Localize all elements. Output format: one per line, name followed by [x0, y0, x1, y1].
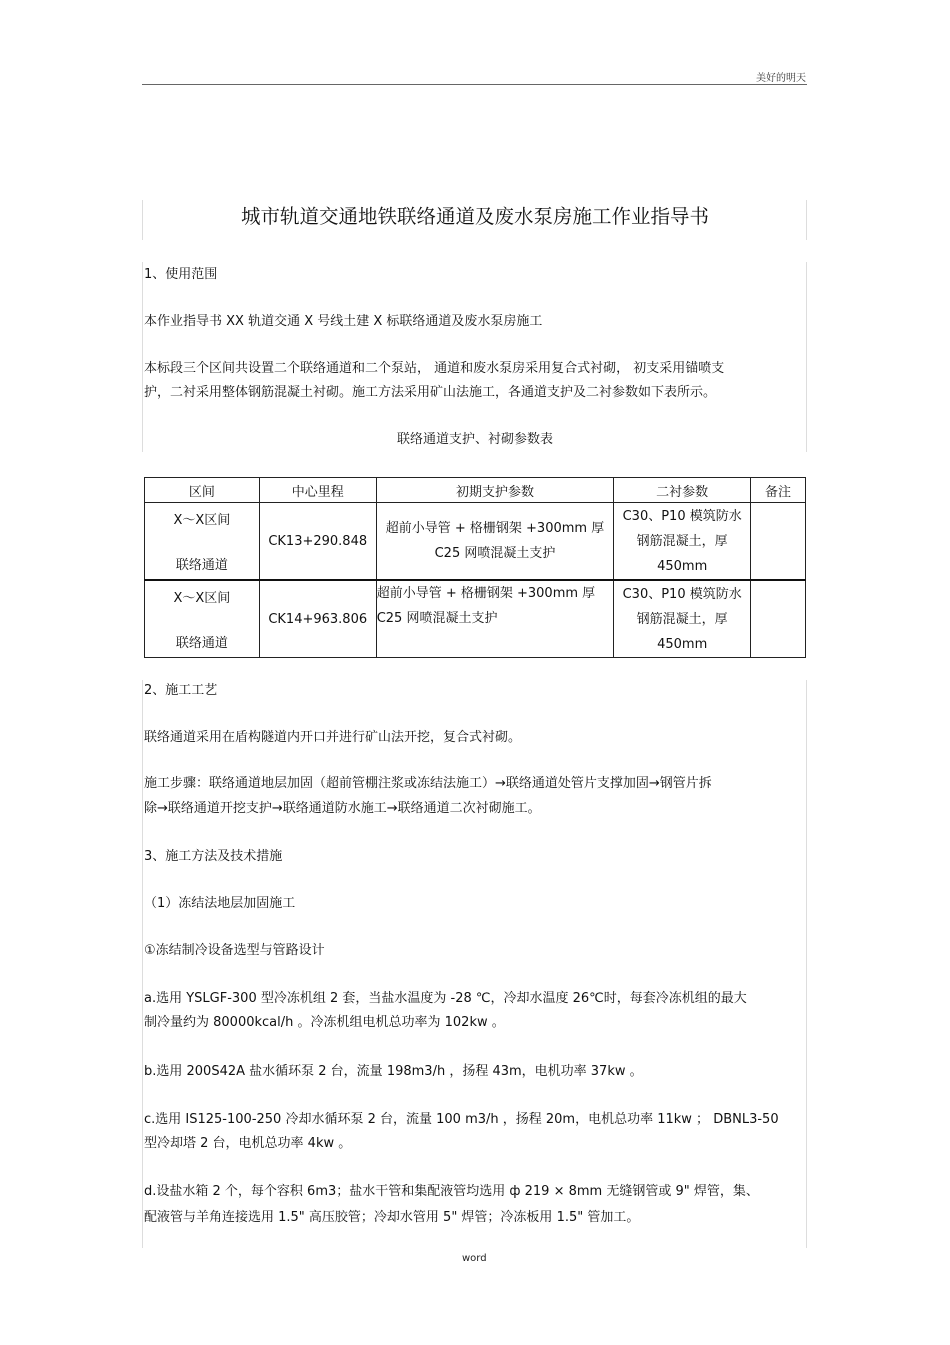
- header-cell-note: 备注: [751, 478, 806, 503]
- lining-line1: C30、P10 模筑防水: [622, 586, 742, 602]
- section2-heading: 2、施工工艺: [144, 683, 218, 698]
- frame-line-left-section1: [142, 262, 143, 452]
- document-title: 城市轨道交通地铁联络通道及废水泵房施工作业指导书: [240, 205, 709, 228]
- item-d-line2: 配液管与羊角连接选用 1.5" 高压胶管；冷却水管用 5" 焊管；冷冻板用 1.5" 管加工。: [144, 1210, 640, 1225]
- zone-line1: X～X区间: [173, 591, 231, 606]
- frame-line-right-section2: [806, 680, 807, 1248]
- cell-lining: [614, 580, 751, 658]
- cell-mileage: CK14+963.806: [259, 580, 376, 658]
- header-cell-lining: 二衬参数: [614, 478, 751, 503]
- cell-zone: [145, 503, 260, 581]
- section2-para1: 联络通道采用在盾构隧道内开口并进行矿山法开挖，复合式衬砌。: [144, 730, 522, 745]
- support-line2: C25 网喷混凝土支护: [434, 546, 556, 561]
- section2-para2-line1: 施工步骤：联络通道地层加固（超前管棚注浆或冻结法施工）→联络通道处管片支撑加固→钢管片拆: [144, 776, 712, 791]
- section1-heading: 1、使用范围: [144, 267, 218, 282]
- params-table: [144, 477, 806, 658]
- cell-note: [751, 580, 806, 658]
- support-line2: C25 网喷混凝土支护: [376, 611, 498, 626]
- table-caption: 联络通道支护、衬砌参数表: [396, 432, 553, 447]
- running-header: 美好的明天: [756, 73, 806, 84]
- zone-line2: 联络通道: [175, 558, 228, 573]
- section1-para2-line1: 本标段三个区间共设置二个联络通道和二个泵站， 通道和废水泵房采用复合式衬砌， 初支采用锚喷支: [144, 361, 725, 376]
- lining-line3: 450mm: [657, 636, 708, 652]
- header-rule: [142, 84, 807, 85]
- lining-line3: 450mm: [657, 558, 708, 574]
- cell-support: [376, 503, 614, 581]
- frame-line-left-title: [142, 200, 143, 240]
- lining-line2: 钢筋混凝土，厚: [636, 611, 728, 627]
- section2-para2-line2: 除→联络通道开挖支护→联络通道防水施工→联络通道二次衬砌施工。: [144, 801, 541, 816]
- frame-line-right-title: [806, 200, 807, 240]
- item-d-line1: d.设盐水箱 2 个，每个容积 6m3；盐水干管和集配液管均选用 ф 219 × 8mm 无缝钢管或 9" 焊管，集、: [144, 1184, 759, 1199]
- item-c-line1: c.选用 IS125-100-250 冷却水循环泵 2 台，流量 100 m3/h ，扬程 20m，电机总功率 11kw ； DBNL3-50: [144, 1112, 779, 1127]
- lining-line2: 钢筋混凝土，厚: [636, 533, 728, 549]
- table-row: [145, 503, 806, 581]
- frame-line-left-section2: [142, 680, 143, 1248]
- section3-sub1-1: ①冻结制冷设备选型与管路设计: [144, 943, 325, 958]
- item-c-line2: 型冷却塔 2 台，电机总功率 4kw 。: [144, 1136, 352, 1151]
- header-cell-mileage: 中心里程: [259, 478, 376, 503]
- item-b-line1: b.选用 200S42A 盐水循环泵 2 台，流量 198m3/h ，扬程 43m，电机功率 37kw 。: [144, 1064, 643, 1079]
- zone-line2: 联络通道: [175, 636, 228, 651]
- cell-zone: [145, 580, 260, 658]
- support-line1: 超前小导管 + 格栅钢架 +300mm 厚: [385, 521, 605, 536]
- section1-para2-line2: 护，二衬采用整体钢筋混凝土衬砌。施工方法采用矿山法施工，各通道支护及二衬参数如下表所示。: [144, 385, 717, 400]
- lining-line1: C30、P10 模筑防水: [622, 508, 742, 524]
- frame-line-right-section1: [806, 262, 807, 452]
- page-footer: word: [462, 1253, 487, 1264]
- header-cell-zone: 区间: [145, 478, 260, 503]
- item-a-line2: 制冷量约为 80000kcal/h 。冷冻机组电机总功率为 102kw 。: [144, 1015, 505, 1030]
- support-line1: 超前小导管 + 格栅钢架 +300mm 厚: [376, 586, 596, 601]
- cell-mileage: CK13+290.848: [259, 503, 376, 581]
- section3-heading: 3、施工方法及技术措施: [144, 849, 283, 864]
- table-header-row: [145, 478, 806, 503]
- cell-note: [751, 503, 806, 581]
- cell-support: [376, 580, 614, 658]
- section3-sub1: （1）冻结法地层加固施工: [144, 896, 296, 911]
- zone-line1: X～X区间: [173, 513, 231, 528]
- table-row: [145, 580, 806, 658]
- cell-lining: [614, 503, 751, 581]
- item-a-line1: a.选用 YSLGF-300 型冷冻机组 2 套，当盐水温度为 -28 ℃，冷却水温度 26℃时，每套冷冻机组的最大: [144, 991, 747, 1006]
- header-cell-support: 初期支护参数: [376, 478, 614, 503]
- section1-para1: 本作业指导书 XX 轨道交通 X 号线土建 X 标联络通道及废水泵房施工: [144, 314, 543, 329]
